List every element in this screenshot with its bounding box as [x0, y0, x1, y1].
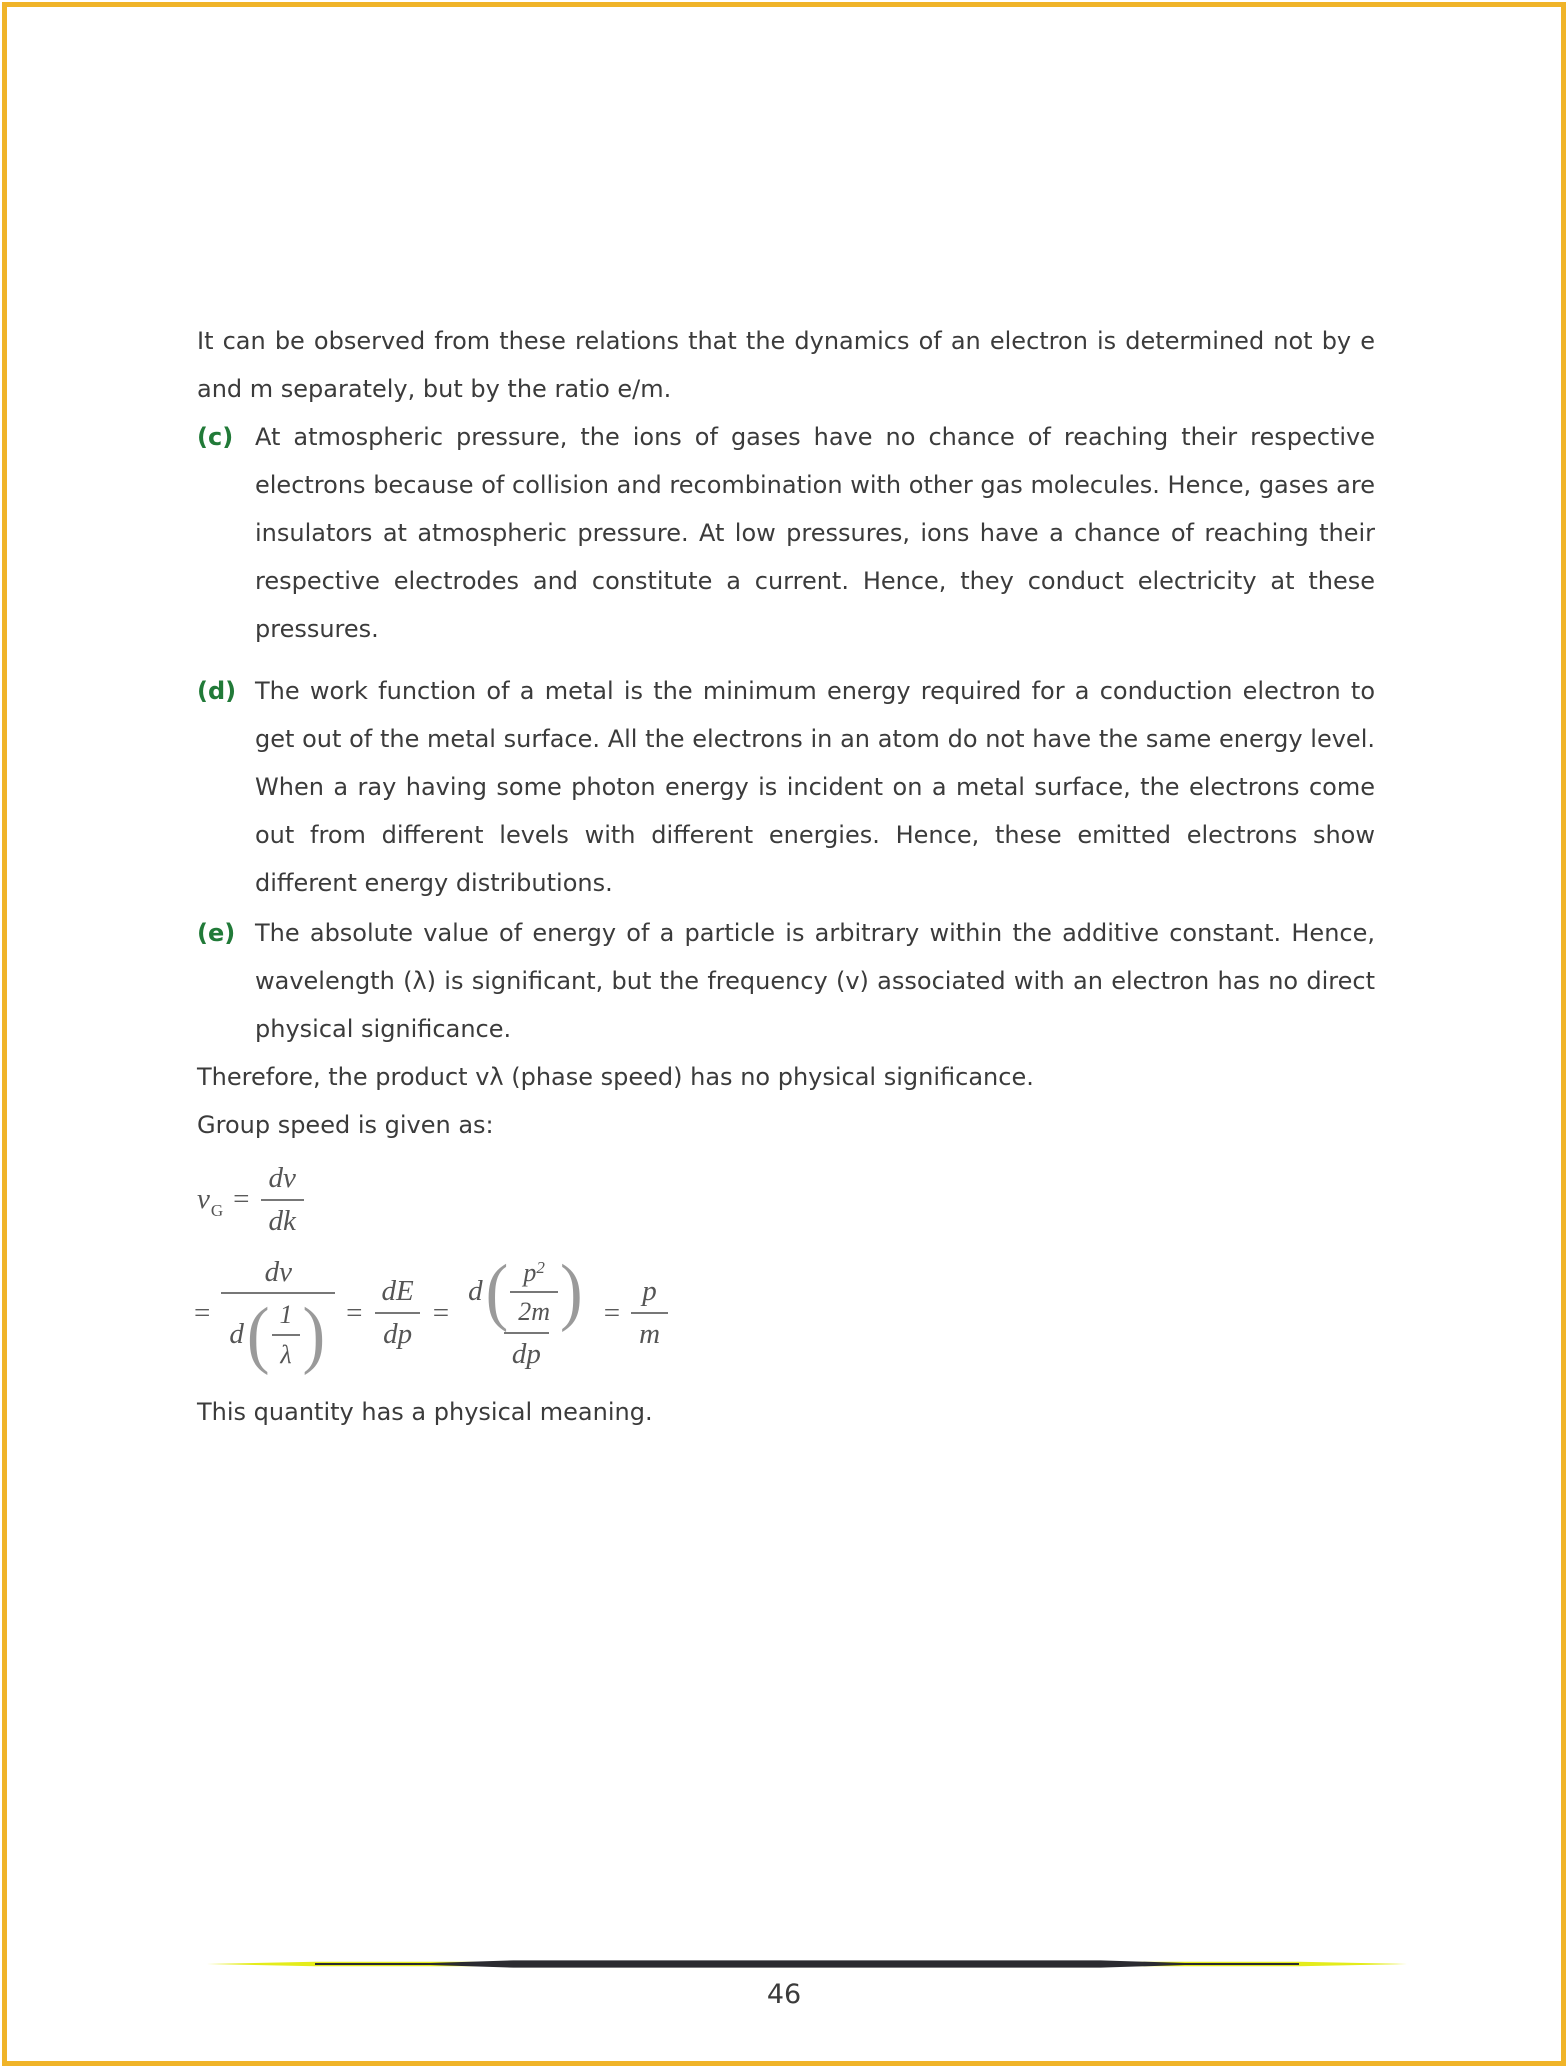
conclusion-paragraph: This quantity has a physical meaning.: [197, 1397, 653, 1426]
big-paren-left: (: [246, 1291, 270, 1376]
item-text-d: The work function of a metal is the minimum energy required for a conduction electron to get out of the metal surface. All the electrons in an atom do not have the same energy level. When a ray having some photon energy is incident on a metal surface, the electrons come out from different levels with different energies. Hence, these emitted electrons show different energy distributions.: [255, 677, 1375, 897]
equals-sign: =: [194, 1296, 211, 1329]
group-speed-paragraph: Group speed is given as:: [197, 1111, 494, 1139]
item-text-c: At atmospheric pressure, the ions of gases have no chance of reaching their respective electrons because of collision and recombination with other gas molecules. Hence, gases are insulators at atmospheric pressure. At low pressures, ions have a chance of reaching their respective electrodes and constitute a current. Hence, they conduct electricity at these pressures.: [255, 423, 1375, 643]
therefore-paragraph: Therefore, the product vλ (phase speed) has no physical significance.: [197, 1063, 1034, 1091]
footer-divider: [207, 1957, 1407, 1971]
formula-group-speed: [197, 1159, 1375, 1241]
big-paren-right: ): [302, 1291, 326, 1376]
item-label-e: (e): [197, 919, 236, 947]
fraction-dv-dk: $\frac{dv}{dk}$: [261, 1159, 304, 1241]
big-paren-right: ): [560, 1248, 583, 1333]
subscript-g: G: [210, 1201, 224, 1221]
fraction-dE-dp: $\frac{dE}{dp}$: [374, 1272, 422, 1354]
list-item-d: [197, 667, 1375, 907]
formula-expansion: [183, 1248, 1375, 1376]
page-content: [194, 317, 1375, 1436]
fraction-p-m: $\frac{p}{m}$: [631, 1272, 668, 1354]
list-item-c: [197, 413, 1375, 653]
intro-paragraph: It can be observed from these relations that the dynamics of an electron is determined not by e and m separately, but by the ratio e/m.: [197, 327, 1375, 403]
list-item-e: [197, 909, 1375, 1053]
fraction-dv-d-inv-lambda: dv d ( $\frac{1}{\lambda}$ ): [221, 1253, 335, 1374]
equals-sign: =: [432, 1296, 450, 1329]
fraction-1-lambda: $\frac{1}{\lambda}$: [272, 1297, 301, 1371]
equals-sign: =: [233, 1183, 250, 1216]
document-page: [2, 2, 1566, 2066]
page-number: 46: [766, 1979, 802, 2010]
item-label-c: (c): [197, 423, 234, 451]
equals-sign: =: [603, 1296, 621, 1329]
big-paren-left: (: [485, 1248, 509, 1333]
equals-sign: =: [346, 1296, 363, 1329]
divider-dark-bar: [399, 1960, 1215, 1968]
fraction-p2-2m: p $^2$ 2m: [510, 1255, 558, 1329]
item-label-d: (d): [197, 677, 237, 705]
fraction-d-p2-2m-dp: d ( p $^2$ 2m ) dp: [460, 1253, 593, 1374]
item-text-e: The absolute value of energy of a particle is arbitrary within the additive constant. Hence, wavelength (λ) is significant, but the frequency (v) associated with an electron has no direct physical significance.: [255, 919, 1375, 1043]
formula-lhs: $v_G$: [197, 1183, 224, 1221]
